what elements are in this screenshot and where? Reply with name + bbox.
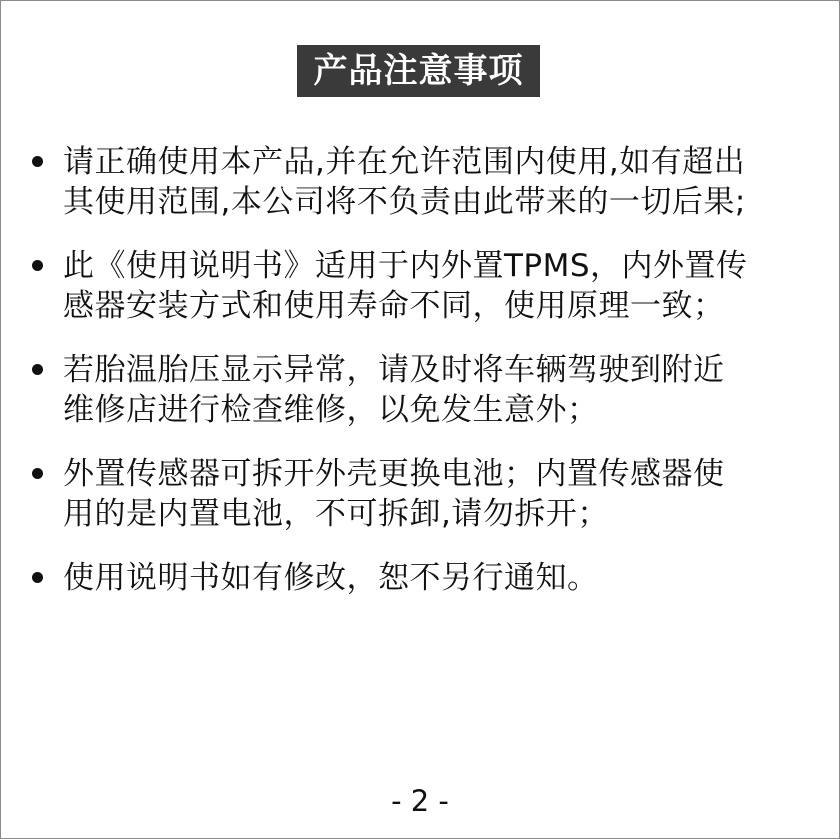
notice-line: 此《使用说明书》适用于内外置TPMS，内外置传	[63, 248, 748, 284]
bullet-icon	[32, 572, 43, 583]
bullet-icon	[32, 156, 43, 167]
notice-item-1	[30, 142, 810, 222]
notice-item-2	[30, 246, 810, 326]
notice-line: 感器安装方式和使用寿命不同，使用原理一致；	[63, 288, 725, 324]
notice-line: 其使用范围,本公司将不负责由此带来的一切后果;	[63, 184, 746, 220]
section-title: 产品注意事项	[297, 45, 540, 97]
notice-line: 若胎温胎压显示异常，请及时将车辆驾驶到附近	[63, 352, 725, 388]
notice-line: 用的是内置电池，不可拆卸,请勿拆开；	[63, 496, 609, 532]
page-number: - 2 -	[391, 784, 449, 818]
notice-list	[30, 142, 810, 622]
bullet-icon	[32, 364, 43, 375]
bullet-icon	[32, 260, 43, 271]
notice-line: 使用说明书如有修改，恕不另行通知。	[63, 560, 599, 596]
notice-item-3	[30, 350, 810, 430]
notice-line: 维修店进行检查维修，以免发生意外；	[63, 392, 599, 428]
bullet-icon	[32, 468, 43, 479]
notice-item-5	[30, 558, 810, 598]
notice-line: 请正确使用本产品,并在允许范围内使用,如有超出	[63, 144, 746, 180]
notice-item-4	[30, 454, 810, 534]
notice-line: 外置传感器可拆开外壳更换电池；内置传感器使	[63, 456, 725, 492]
